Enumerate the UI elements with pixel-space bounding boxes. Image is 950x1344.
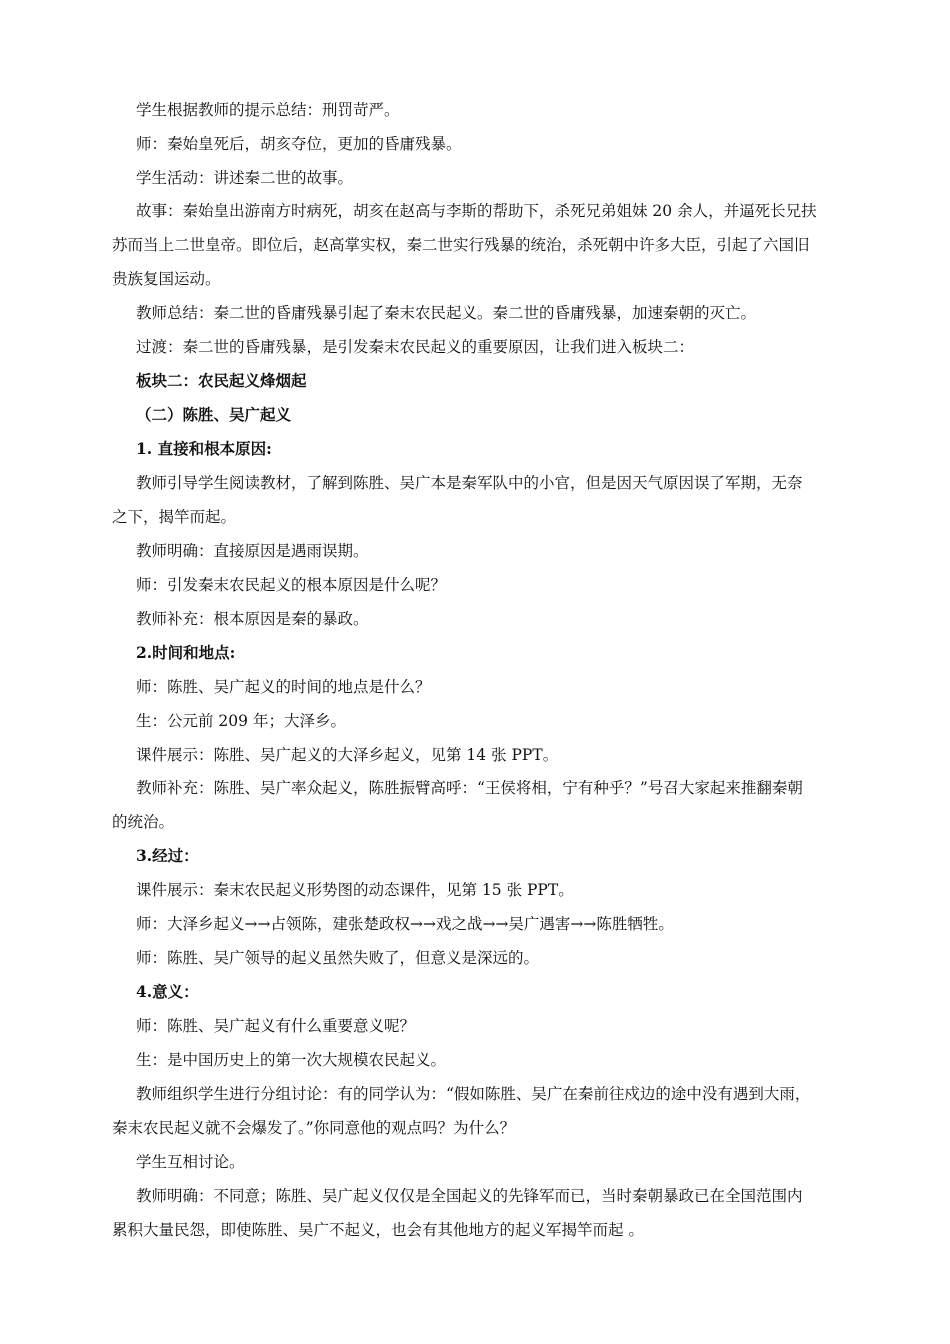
text-line: 秦末农民起义就不会爆发了。”你同意他的观点吗？为什么？ — [112, 1119, 516, 1137]
text-line: 学生互相讨论。 — [136, 1153, 245, 1171]
text-line: 学生活动：讲述秦二世的故事。 — [136, 169, 354, 187]
point-heading: 3.经过： — [136, 846, 199, 865]
text-line: 贵族复国运动。 — [112, 270, 221, 288]
text-line: 教师总结：秦二世的昏庸残暴引起了秦末农民起义。秦二世的昏庸残暴，加速秦朝的灭亡。 — [136, 304, 757, 322]
text-line: 过渡：秦二世的昏庸残暴，是引发秦末农民起义的重要原因，让我们进入板块二： — [136, 338, 695, 356]
text-line: 教师明确：不同意；陈胜、吴广起义仅仅是全国起义的先锋军而已，当时秦朝暴政已在全国范围内 — [136, 1187, 803, 1205]
text-line: 课件展示：秦末农民起义形势图的动态课件，见第 15 张 PPT。 — [136, 881, 574, 899]
section-heading: 板块二：农民起义烽烟起 — [136, 371, 307, 390]
text-line: 师：秦始皇死后，胡亥夺位，更加的昏庸残暴。 — [136, 135, 462, 153]
point-heading: 4.意义： — [136, 982, 199, 1001]
text-line: 师：陈胜、吴广领导的起义虽然失败了，但意义是深远的。 — [136, 949, 540, 967]
text-line: 课件展示：陈胜、吴广起义的大泽乡起义，见第 14 张 PPT。 — [136, 746, 559, 764]
text-line: 师：陈胜、吴广起义的时间的地点是什么？ — [136, 678, 431, 696]
text-line: 苏而当上二世皇帝。即位后，赵高掌实权，秦二世实行残暴的统治，杀死朝中许多大臣，引起了六国旧 — [112, 236, 810, 254]
text-line: 教师组织学生进行分组讨论：有的同学认为：“假如陈胜、吴广在秦前往戍边的途中没有遇到大雨， — [136, 1085, 811, 1103]
text-line: 教师明确：直接原因是遇雨误期。 — [136, 542, 369, 560]
text-line: 师：大泽乡起义→→占领陈，建张楚政权→→戏之战→→吴广遇害→→陈胜牺牲。 — [136, 915, 674, 933]
text-line: 之下，揭竿而起。 — [112, 508, 237, 526]
subsection-heading: （二）陈胜、吴广起义 — [136, 405, 292, 424]
text-line: 教师补充：根本原因是秦的暴政。 — [136, 610, 369, 628]
text-line: 教师引导学生阅读教材，了解到陈胜、吴广本是秦军队中的小官，但是因天气原因误了军期，无奈 — [136, 474, 803, 492]
text-line: 的统治。 — [112, 813, 175, 831]
text-line: 教师补充：陈胜、吴广率众起义，陈胜振臂高呼：“王侯将相，宁有种乎？”号召大家起来推翻秦朝 — [136, 779, 803, 797]
text-line: 学生根据教师的提示总结：刑罚苛严。 — [136, 101, 400, 119]
text-line: 生：是中国历史上的第一次大规模农民起义。 — [136, 1051, 447, 1069]
text-line: 师：陈胜、吴广起义有什么重要意义呢？ — [136, 1017, 416, 1035]
text-line: 故事：秦始皇出游南方时病死，胡亥在赵高与李斯的帮助下，杀死兄弟姐妹 20 余人，并逼死长兄扶 — [136, 202, 817, 220]
text-line: 累积大量民怨，即使陈胜、吴广不起义，也会有其他地方的起义军揭竿而起 。 — [112, 1221, 644, 1239]
text-line: 师：引发秦末农民起义的根本原因是什么呢？ — [136, 576, 447, 594]
text-line: 生：公元前 209 年；大泽乡。 — [136, 712, 346, 730]
point-heading: 2.时间和地点: — [136, 643, 236, 662]
point-heading: 1. 直接和根本原因: — [136, 439, 272, 458]
